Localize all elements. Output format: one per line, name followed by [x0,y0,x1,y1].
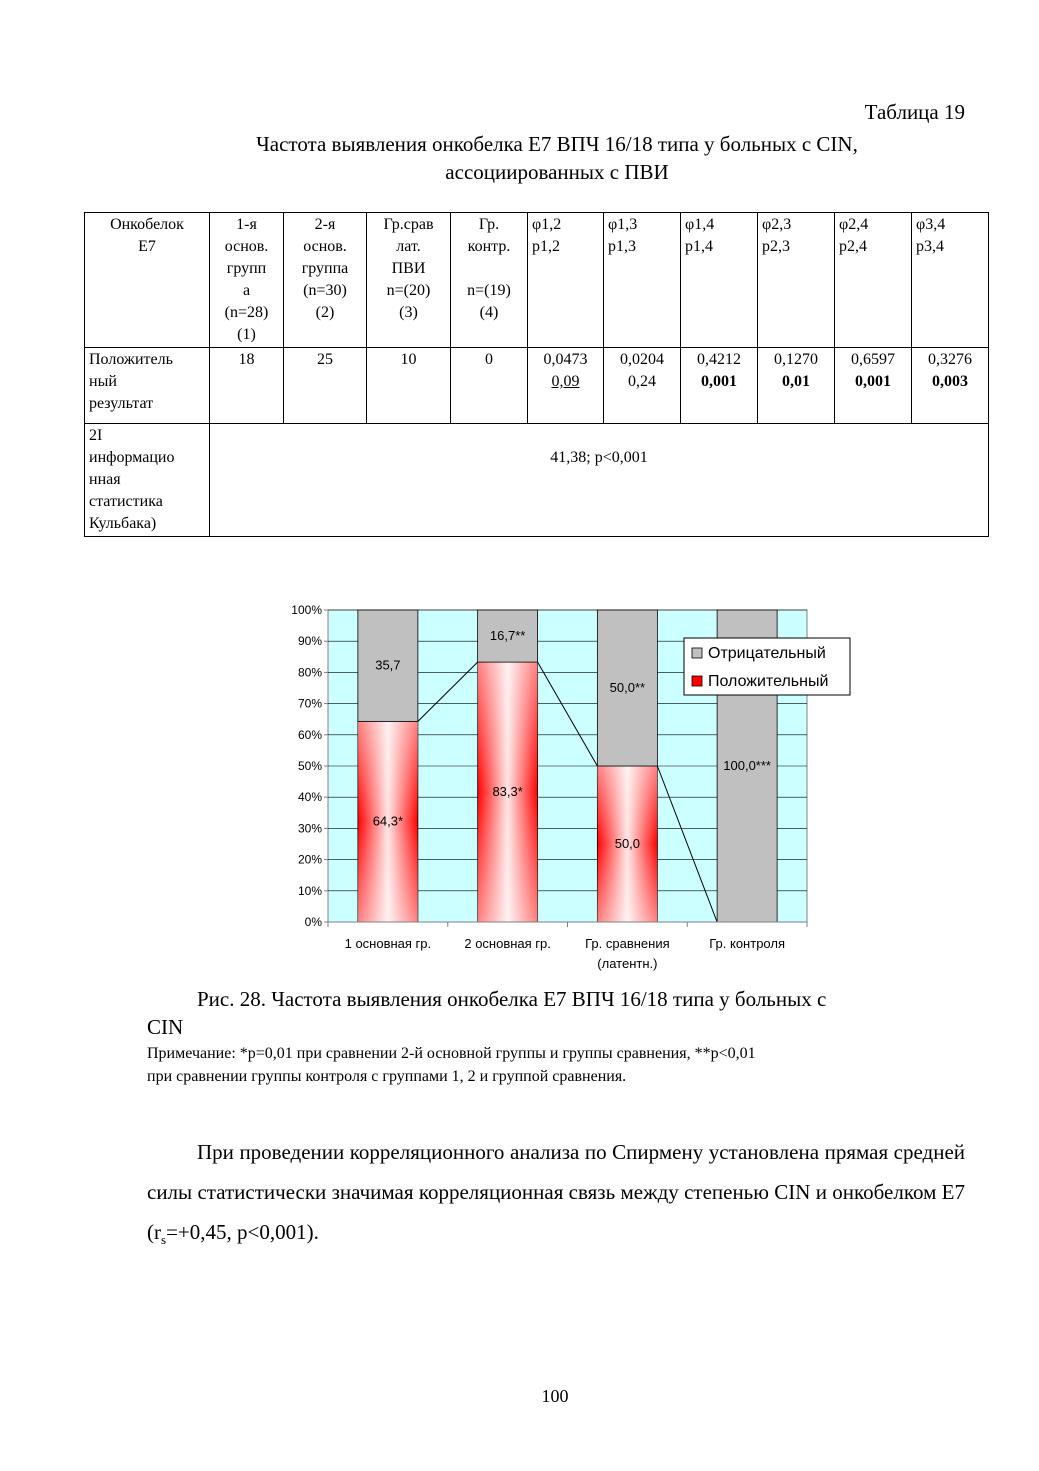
x-tick-label: Гр. сравнения [585,936,670,951]
cell-line: (4) [479,304,499,321]
cell-line: Гр. [478,216,500,233]
p-value: 0,24 [628,373,656,390]
cell-line: основ. [224,238,269,255]
data-label-negative: 35,7 [375,657,401,673]
header-cell [681,213,758,348]
data-label-negative: 16,7** [489,628,526,644]
cell-line [455,258,523,280]
paragraph-text: =+0,45, p<0,001). [166,1220,319,1244]
cell-line: 1-я [236,216,257,233]
legend-label: Отрицательный [708,645,826,662]
table-cell: 10 [367,348,451,424]
phi-value: 0,0473 [543,351,588,368]
paragraph-text: При проведении корреляционного анализа по Спирмену установлена прямая средней силы статистически значимая корреляционная связь между степенью CIN и онкобелком Е7 (r [147,1140,965,1244]
info-value: 41,38; p<0,001 [550,449,648,466]
cell-line: φ1,2 [532,216,562,233]
phi-value: 0,1270 [774,351,818,368]
paragraph-subscript: s [161,1232,167,1248]
cell-line: φ3,4 [916,216,946,233]
data-table [84,212,989,537]
row-label [85,348,210,424]
header-cell [85,213,210,348]
cell-line: (1) [237,326,256,343]
bar-chart [270,596,860,976]
legend-label: Положительный [708,673,829,690]
figure-note [147,1042,967,1088]
table-cell [681,348,758,424]
p-value: 0,003 [932,373,968,390]
cell-line: p2,4 [839,238,867,255]
note-line: при сравнении группы контроля с группами 1, 2 и группой сравнения. [147,1068,627,1085]
header-row [85,213,989,348]
data-label-positive: 83,3* [492,784,523,800]
y-tick-label: 70% [297,696,322,711]
p-value: 0,01 [782,373,810,390]
cell-line: (n=28) [224,304,269,321]
header-cell [367,213,451,348]
cell-line: основ. [303,238,347,255]
y-tick-label: 0% [304,915,322,929]
cell-line: а [242,282,251,299]
cell-line: лат. [396,238,421,255]
caption-line: CIN [147,1015,184,1039]
row-label [85,424,210,537]
page-number: 100 [541,1386,569,1406]
header-cell [912,213,989,348]
cell-line: φ2,4 [839,216,869,233]
table-cell [604,348,681,424]
y-tick-label: 90% [297,634,322,649]
table-cell [758,348,835,424]
header-cell [210,213,284,348]
phi-value: 0,0204 [620,351,664,368]
table-cell: 25 [284,348,367,424]
table-cell [835,348,912,424]
table-row [85,424,989,537]
cell-line: ПВИ [391,260,426,277]
phi-value: 0,6597 [851,351,895,368]
table-cell: 0 [451,348,528,424]
table-row [85,348,989,424]
figure-caption [147,985,967,1041]
data-label-positive: 64,3* [372,813,404,829]
cell-line: φ1,3 [608,216,638,233]
cell-line: φ2,3 [762,216,792,233]
x-tick-label: Гр. контроля [709,936,786,951]
table-cell [528,348,604,424]
table-title-line: Частота выявления онкобелка Е7 ВПЧ 16/18 типа у больных с CIN, [256,132,858,156]
table-number: Таблица 19 [864,100,965,124]
header-cell [528,213,604,348]
cell-line: контр. [467,238,511,255]
data-label-negative: 50,0** [609,680,646,695]
p-value: 0,09 [551,373,580,390]
cell-line: 2I [89,427,103,444]
body-paragraph [147,1132,965,1260]
cell-line: ный [89,373,117,390]
phi-value: 0,3276 [928,351,972,368]
cell-line: информацио [89,449,175,466]
table-cell: 18 [210,348,284,424]
data-label-negative: 100,0*** [723,758,771,773]
header-cell [604,213,681,348]
legend-swatch [692,676,702,686]
y-tick-label: 100% [291,603,322,617]
cell-line: 2-я [314,216,336,233]
cell-line: p3,4 [916,238,944,255]
table-title [100,130,1014,186]
header-cell [758,213,835,348]
cell-line: φ1,4 [685,216,715,233]
caption-line: Рис. 28. Частота выявления онкобелка Е7 ВПЧ 16/18 типа у больных с [197,987,827,1011]
cell-line: p1,2 [532,238,560,255]
x-tick-label: 1 основная гр. [344,936,432,951]
header-cell [451,213,528,348]
y-tick-label: 30% [297,821,322,836]
y-tick-label: 10% [297,883,322,898]
legend-swatch [692,648,702,658]
cell-line: Гр.срав [383,216,434,233]
y-tick-label: 50% [297,759,322,773]
cell-line: (2) [315,304,335,321]
table-cell-merged [210,424,989,537]
cell-line: Онкобелок [110,216,184,233]
cell-line: p1,3 [608,238,636,255]
x-tick-label: (латентн.) [597,956,658,971]
cell-line: p2,3 [762,238,790,255]
table-cell [912,348,989,424]
cell-line: Кульбака) [89,515,157,532]
y-tick-label: 20% [297,852,322,867]
header-cell [284,213,367,348]
cell-line: нная [89,471,121,488]
y-tick-label: 80% [297,665,322,680]
cell-line: (n=30) [303,282,347,299]
table-title-line: ассоциированных с ПВИ [445,160,669,184]
phi-value: 0,4212 [697,351,741,368]
cell-line: n=(19) [467,282,511,299]
cell-line: p1,4 [685,238,713,255]
cell-line: Положитель [89,351,173,368]
cell-line: групп [226,260,267,277]
data-label-positive: 50,0 [614,836,641,851]
p-value: 0,001 [701,373,737,390]
y-tick-label: 60% [297,727,322,742]
cell-line: n=(20) [386,282,431,299]
cell-line: результат [89,395,154,412]
p-value: 0,001 [855,373,891,390]
note-line: Примечание: *р=0,01 при сравнении 2-й основной группы и группы сравнения, **р<0,01 [147,1045,756,1062]
cell-line: статистика [89,493,163,510]
cell-line: группа [301,260,349,277]
cell-line: (3) [399,304,418,321]
cell-line: Е7 [138,238,156,255]
y-tick-label: 40% [297,790,322,805]
x-tick-label: 2 основная гр. [464,936,551,951]
header-cell [835,213,912,348]
